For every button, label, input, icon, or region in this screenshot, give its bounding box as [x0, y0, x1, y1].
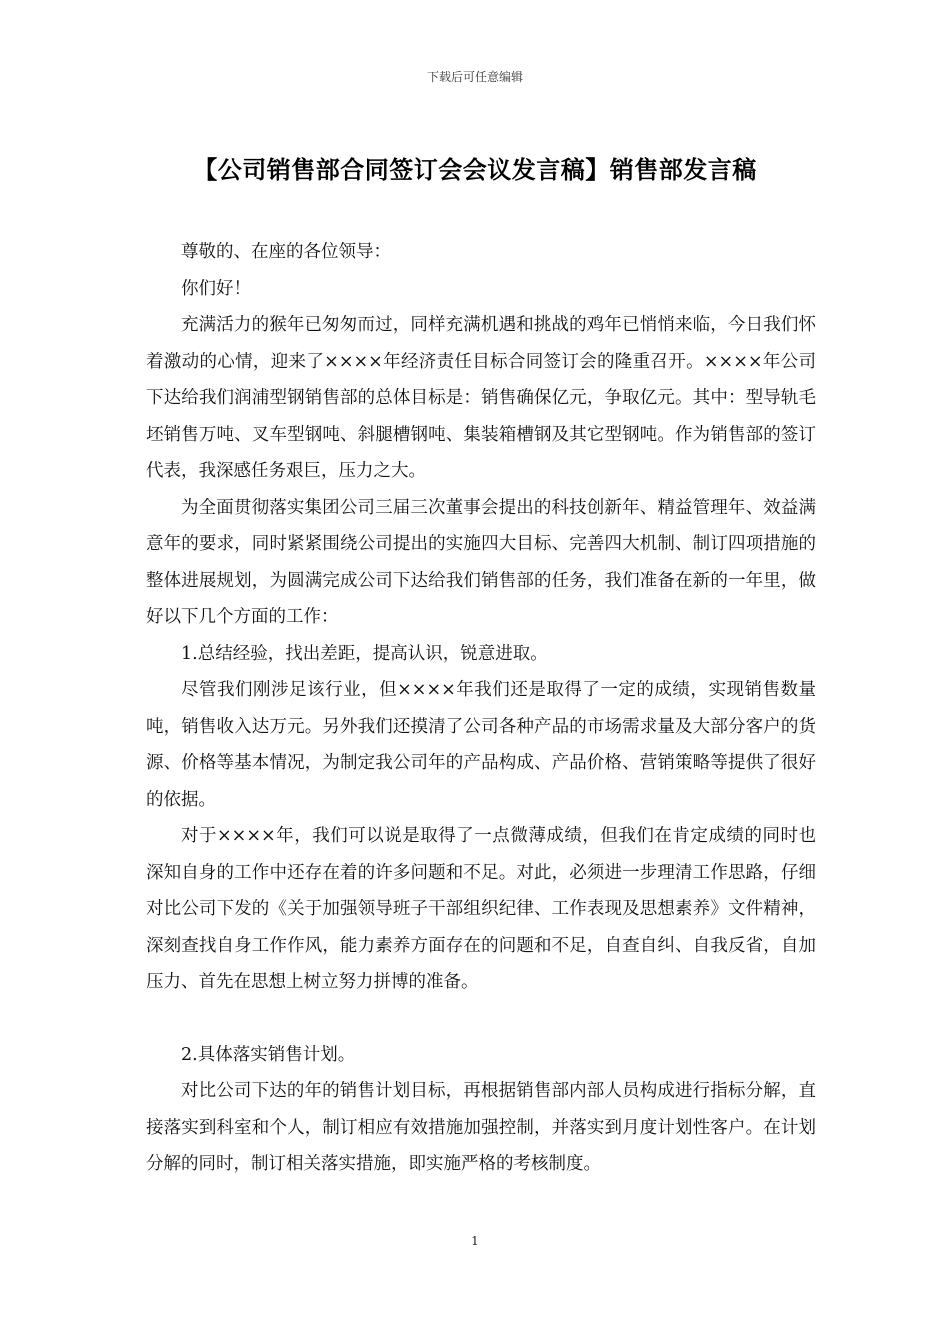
salutation: 尊敬的、在座的各位领导： — [181, 242, 391, 262]
body-paragraph: 为全面贯彻落实集团公司三届三次董事会提出的科技创新年、精益管理年、效益满意年的要求，同时紧紧围绕公司提出的实施四大目标、完善四大机制、制订四项措施的整体进展规划，为圆满完成公司下达给我们销售部的任务，我们准备在新的一年里，做好以下几个方面的工作： — [146, 497, 816, 627]
document-title: 【公司销售部合同签订会会议发言稿】销售部发言稿 — [193, 156, 757, 184]
header-note: 下载后可任意编辑 — [426, 70, 523, 84]
body-paragraph: 尽管我们刚涉足该行业，但××××年我们还是取得了一定的成绩，实现销售数量吨，销售收入达万元。另外我们还摸清了公司各种产品的市场需求量及大部分客户的货源、价格等基本情况，为制定我公司年的产品构成、产品价格、营销策略等提供了很好的依据。 — [146, 680, 816, 810]
section-heading: 1.总结经验，找出差距，提高认识，锐意进取。 — [181, 643, 548, 664]
greeting: 你们好！ — [181, 278, 251, 299]
document-body — [146, 234, 816, 1183]
body-paragraph: 对于××××年，我们可以说是取得了一点微薄成绩，但我们在肯定成绩的同时也深知自身的工作中还存在着的许多问题和不足。对此，必须进一步理清工作思路，仔细对比公司下发的《关于加强领导班子干部组织纪律、工作表现及思想素养》文件精神，深刻查找自身工作作风，能力素养方面存在的问题和不足，自查自纠、自我反省，自加压力、首先在思想上树立努力拼博的准备。 — [146, 826, 816, 992]
body-paragraph: 充满活力的猴年已匆匆而过，同样充满机遇和挑战的鸡年已悄悄来临，今日我们怀着激动的心情，迎来了××××年经济责任目标合同签订会的隆重召开。××××年公司下达给我们润浦型钢销售部的总体目标是：销售确保亿元，争取亿元。其中：型导轨毛坯销售万吨、叉车型钢吨、斜腿槽钢吨、集装箱槽钢及其它型钢吨。作为销售部的签订代表，我深感任务艰巨，压力之大。 — [146, 315, 816, 481]
page-number: 1 — [471, 1234, 479, 1248]
body-paragraph: 对比公司下达的年的销售计划目标，再根据销售部内部人员构成进行指标分解，直接落实到科室和个人，制订相应有效措施加强控制，并落实到月度计划性客户。在计划分解的同时，制订相关落实措施，即实施严格的考核制度。 — [146, 1081, 816, 1174]
section-heading: 2.具体落实销售计划。 — [181, 1044, 356, 1065]
